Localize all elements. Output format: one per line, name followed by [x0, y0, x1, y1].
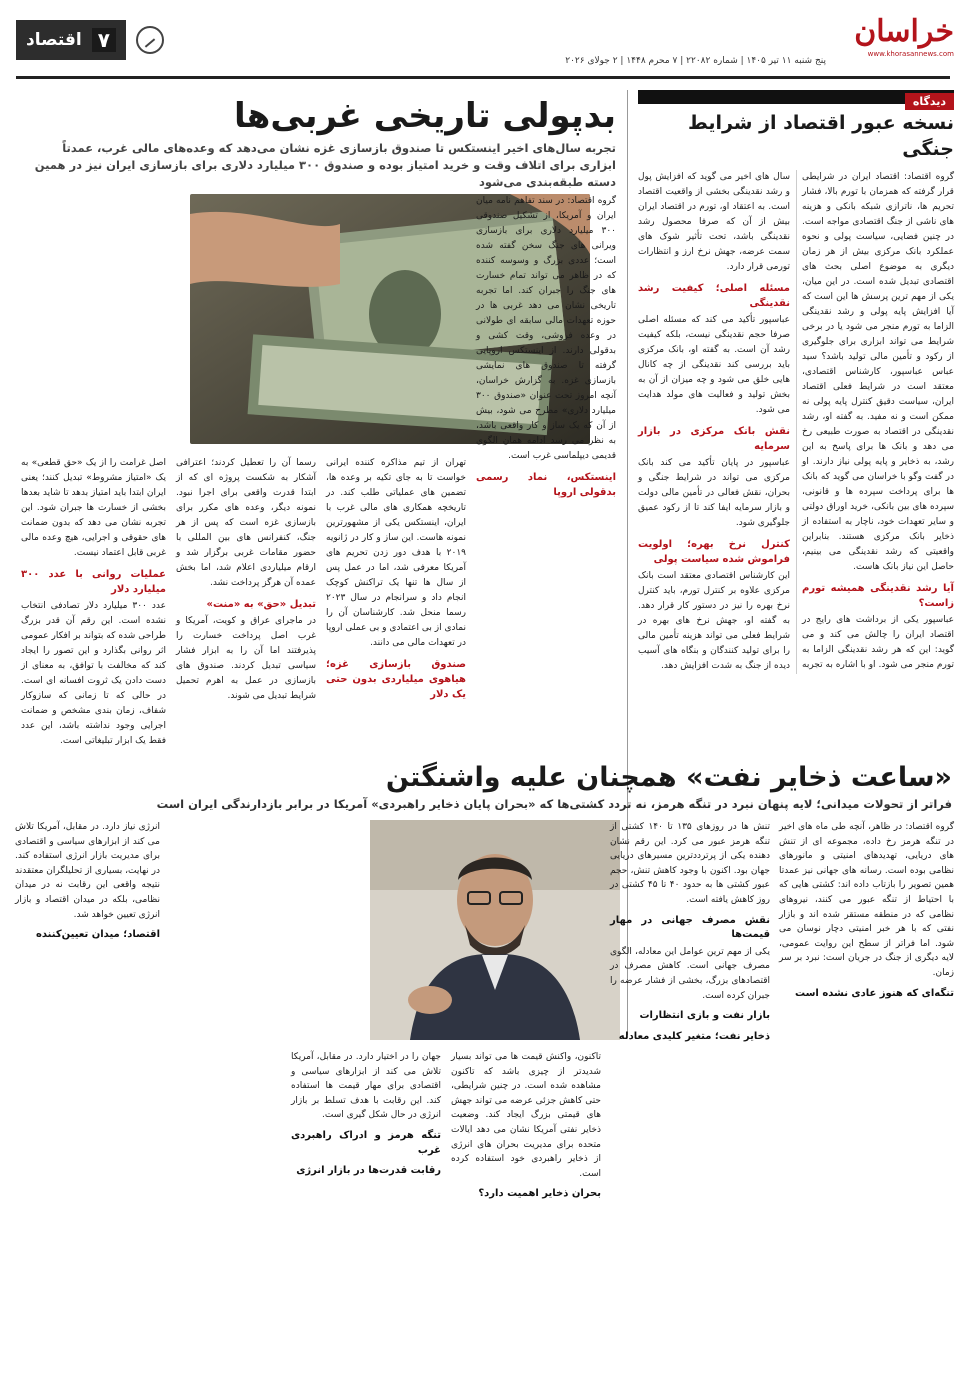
bottom-col-1	[779, 820, 954, 1003]
main-col-1-subhead: اینستکس، نماد رسمی بدقولی اروپا	[476, 472, 616, 498]
side-p1: عباسپور یکی از برداشت های رایج در اقتصاد ایران را چالش می کند و می گوید: این که هر رشد نقدینگی الزاما به تورم منجر می شود. او با اشاره به تجربه سال های اخیر می گوید که افزایش پول و رشد نقدینگی بخشی از واقعیت اقتصاد است. به اعتقاد او، تورم در اقتصاد ایران بیش از آن که صرفا محصول رشد نقدینگی باشد، تحت تأثیر شوک های سمت عرضه، جهش نرخ ارز و انتظارات تورمی قرار دارد.	[638, 172, 954, 670]
main-col-4	[21, 456, 166, 749]
bottom-col-4-subhead: تنگه هرمز و ادراک راهبردی غرب	[291, 1129, 441, 1156]
side-q2: مسئله اصلی؛ کیفیت رشد نقدینگی	[638, 283, 790, 309]
side-title: نسخه عبور اقتصاد از شرایط جنگی	[688, 112, 954, 160]
bottom-col-5	[15, 820, 160, 945]
bottom-col-2-subhead-3: ذخایر نفت؛ متغیر کلیدی معادله	[618, 1030, 770, 1042]
main-col-1-text: گروه اقتصاد: در سند تفاهم نامه میان ایران و آمریکا، از تشکیل صندوقی ۳۰۰ میلیارد دلاری برای بازسازی ویرانی های جنگ سخن گفته شده است؛ عددی بزرگ و وسوسه کننده که در ظاهر می تواند تمام خسارت های جنگ را جبران کند. اما تجربه تاریخی نشان می دهد غربی ها در حوزه تعهدات مالی سابقه ای طولانی در وعده فروشی، وقت کشی و بدقولی دارند. از اینستکس اروپایی گرفته تا صندوق های نمایشی بازسازی غزه. به گزارش خراسان، آنچه امروز تحت عنوان «صندوق ۳۰۰ میلیارد دلاری» مطرح می شود، بیش از آن که یک ساز و کار واقعی باشد، به نظر می رسد ادامه همان الگوی قدیمی دیپلماسی غرب است.	[476, 196, 616, 461]
bottom-headline: «ساعت ذخایر نفت» همچنان علیه واشنگتن	[385, 762, 952, 793]
bottom-col-2-text-b: یکی از مهم ترین عوامل این معادله، الگوی مصرف جهانی است. کاهش مصرف در اقتصادهای بزرگ، بخشی از فشار عرضه را جبران کرده است.	[610, 946, 770, 1001]
section-banner	[16, 20, 126, 60]
speaker-portrait-photo	[370, 820, 620, 1040]
date-line: پنج شنبه ۱۱ تیر ۱۴۰۵ | شماره ۲۲۰۸۲ | ۷ محرم ۱۴۴۸ | ۲ جولای ۲۰۲۶	[565, 56, 826, 66]
main-col-3-subhead: تبدیل «حق» به «منت»	[206, 599, 316, 610]
side-p2: عباسپور تأکید می کند که مسئله اصلی صرفا حجم نقدینگی نیست، بلکه کیفیت رشد آن است. به گفته او، بانک مرکزی باید بررسی کند نقدینگی از چه کانال هایی خلق می شود و چه میزان از آن به بخش تولید و فعالیت های مولد هدایت می شود.	[638, 315, 790, 415]
side-q1: آیا رشد نقدینگی همیشه تورم زاست؟	[802, 583, 954, 609]
bottom-col-5-text: انرژی نیاز دارد. در مقابل، آمریکا تلاش می کند از ابزارهای سیاسی و اقتصادی برای مدیریت بازار انرژی استفاده کند. در نهایت، بسیاری از تحلیلگران معتقدند نتیجه واقعی این رقابت نه در میدان نظامی، بلکه در میدان اقتصاد و بازار انرژی تعیین خواهد شد.	[15, 822, 160, 920]
page-number: ۷	[92, 28, 116, 52]
side-body	[638, 170, 954, 674]
bottom-col-2-text: تنش ها در روزهای ۱۳۵ تا ۱۴۰ کشتی از تنگه هرمز عبور می کرد. این رقم نشان دهنده یکی از پرترددترین مسیرهای دریایی جهان بود. اکنون با وجود کاهش تنش، حجم عبور کشتی ها به حدود ۴۰ تا ۴۵ کشتی در روز کاهش یافته است.	[610, 822, 770, 905]
bottom-subtitle: فراتر از تحولات میدانی؛ لایه پنهان نبرد در تنگه هرمز، نه تردد کشتی‌ها که «بحران پایان ذخایر راهبردی» آمریکا در برابر بازدارندگی ایران است	[156, 797, 952, 811]
main-subtitle: تجربه سال‌های اخیر اینستکس تا صندوق بازسازی غزه نشان می‌دهد که وعده‌های مالی غرب، عمدتاً ابزاری برای اتلاف وقت و خرید امتیاز بوده و صندوق ۳۰۰ میلیارد دلاری برای بازسازی ایران نیز در همین دسته طبقه‌بندی می‌شود	[34, 141, 616, 189]
side-p4: این کارشناس اقتصادی معتقد است بانک مرکزی علاوه بر کنترل تورم، باید کنترل نرخ بهره را نیز در دستور کار قرار دهد. به گفته او، جهش نرخ های بهره در شرایط فعلی می تواند هزینه تأمین مالی را برای تولید کنندگان و بنگاه های آسیب دیده از جنگ به شدت افزایش دهد.	[638, 571, 790, 671]
bottom-col-1-text: گروه اقتصاد: در ظاهر، آنچه طی ماه های اخیر در تنگه هرمز رخ داده، مجموعه ای از تنش های دریایی، تهدیدهای امنیتی و مانورهای نظامی بوده است. رسانه های جهانی نیز عمدتا همین تصویر را بازتاب داده اند: کشتی هایی که با احتیاط از تنگه عبور می کنند، نیروهای نظامی که در منطقه مستقر شده اند و بازار نفتی که با هر خبر امنیتی دچار نوسان می شود. اما فراتر از سطح این روایت عمومی، لایه دیگری از جنگ در جریان است: نبرد بر سر زمان.	[779, 822, 954, 978]
side-lead: گروه اقتصاد: اقتصاد ایران در شرایطی قرار گرفته که همزمان با تورم بالا، فشار تحریم ها، ناترازی شبکه بانکی و هزینه های ناشی از جنگ اقتصادی مواجه است. در چنین فضایی، سیاست پولی و نحوه عملکرد بانک مرکزی بیش از هر زمان دیگری به موضوع اصلی بحث های اقتصادی تبدیل شده است. در این میان، یکی از مهم ترین پرسش ها این است که آیا افزایش پایه پولی و رشد نقدینگی الزاما به تورم منجر می شود یا در برخی شرایط می تواند ابزاری برای جلوگیری از رکود و تأمین مالی تولید باشد؟ سید عباس عباسپور، کارشناس اقتصادی، معتقد است در شرایط فعلی اقتصاد ایران، سیاست دقیق کنترل پایه پولی نه ممکن است و نه مفید. به گفته او، رشد نقدینگی در اقتصاد به صورت طبیعی رخ می دهد و بانک ها برای پاسخ به این رشد، به ذخایر و پایه پولی نیاز دارند. او در گفت وگو با خراسان می گوید که بانک ها برای پرداخت سپرده ها و قانونی، سپرده های بین بانکی، خرید اوراق دولتی و سایر تعهدات خود، ناچار به استفاده از ذخایر بانک مرکزی هستند. بنابراین واقعیتی که رشد نقدینگی می بینیم، حاصل این نیاز بانک هاست.	[802, 172, 954, 572]
bottom-col-2	[610, 820, 770, 1046]
side-q3: نقش بانک مرکزی در بازار سرمایه	[638, 426, 790, 452]
bottom-col-4	[291, 1050, 441, 1181]
main-col-2	[326, 456, 466, 704]
bottom-col-4-subhead-2: رقابت قدرت‌ها در بازار انرژی	[296, 1165, 441, 1177]
main-col-2-subhead: صندوق بازسازی غزه؛ هیاهوی میلیاردی بدون حتی یک دلار	[326, 659, 466, 700]
main-col-3-text-b: در ماجرای عراق و کویت، آمریکا و غرب اصل پرداخت خسارت را پذیرفتند اما آن را به ابزار فشار سیاسی تبدیل کردند. صندوق های بازسازی در عمل به اهرم تحمیل شرایط تبدیل می شوند.	[176, 616, 316, 701]
main-col-3	[176, 456, 316, 704]
side-tag: دیدگاه	[905, 93, 954, 110]
main-col-4-text-b: عدد ۳۰۰ میلیارد دلار تصادفی انتخاب نشده است. این رقم آن قدر بزرگ طراحی شده که بتواند بر افکار عمومی اثر روانی بگذارد و این تصور را ایجاد کند که مخالفت با توافق، به معنای از دست دادن یک ثروت افسانه ای است. در حالی که تا زمانی که سازوکار شفاف، زمان بندی مشخص و ضمانت اجرایی وجود نداشته باشد، این عدد فقط یک ابزار تبلیغاتی است.	[21, 601, 166, 746]
masthead-rule	[16, 76, 950, 79]
side-p3: عباسپور در پایان تأکید می کند بانک مرکزی می تواند در شرایط جنگی و بحران، نقش فعالی در تأمین مالی دولت و بازار سرمایه ایفا کند تا از رکود عمیق جلوگیری شود.	[638, 458, 790, 528]
newspaper-logo: خراسان	[854, 14, 954, 49]
bottom-col-2-subhead: نقش مصرف جهانی در مهار قیمت‌ها	[610, 914, 770, 941]
bottom-col-3-text: تاکنون، واکنش قیمت ها می تواند بسیار شدیدتر از چیزی باشد که تاکنون مشاهده شده است. در چنین شرایطی، حتی کاهش جزئی عرضه می تواند جهش های قیمتی بزرگ ایجاد کند. وضعیت ذخایر نفتی آمریکا نشان می دهد ایالات متحده برای مدیریت بحران های انرژی از ذخایر راهبردی خود استفاده کرده است.	[451, 1052, 601, 1179]
tag-bar	[638, 90, 954, 108]
section-name: اقتصاد	[26, 30, 82, 50]
main-col-4-subhead: عملیات روانی با عدد ۳۰۰ میلیارد دلار	[21, 569, 166, 595]
logo-website: www.khorasannews.com	[867, 50, 954, 58]
bottom-col-1-subhead: تنگه‌ای که هنوز عادی نشده است	[795, 987, 954, 999]
main-col-3-text: رسما آن را تعطیل کردند؛ اعترافی آشکار به شکست پروژه ای که از ابتدا قدرت واقعی برای اجرا نبود. نمونه دیگر، وعده های مکرر برای بازسازی غزه است که پس از هر جنگ، کنفرانس های بین المللی با حضور مقامات غربی برگزار شد و ارقام میلیاردی اعلام شد، اما بخش عمده آن هرگز پرداخت نشد.	[176, 458, 316, 588]
bottom-col-2-subhead-2: بازار نفت و بازی انتظارات	[639, 1010, 770, 1022]
main-headline: بدپولی تاریخی غربی‌ها	[234, 96, 616, 136]
bottom-col-4-text: جهان را در اختیار دارد. در مقابل، آمریکا تلاش می کند از ابزارهای سیاسی و اقتصادی برای مهار قیمت ها استفاده کند. این رقابت با هدف تسلط بر بازار انرژی در حال شکل گیری است.	[291, 1052, 441, 1121]
main-col-2-text: تهران از تیم مذاکره کننده ایرانی خواست تا به جای تکیه بر وعده ها، تضمین های عملیاتی طلب کند. در تاریخچه همکاری های مالی غرب با ایران، اینستکس یکی از مشهورترین نمونه هاست. این ساز و کار در ژانویه ۲۰۱۹ با هدف دور زدن تحریم های آمریکا معرفی شد، اما در عمل پس از سال ها تنها یک تراکنش کوچک انجام داد و سرانجام در سال ۲۰۲۳ رسما منحل شد. کارشناسان آن را نمادی از بی اعتمادی و بی عملی اروپا در تعهدات مالی می دانند.	[326, 458, 466, 648]
bottom-col-3-subhead: بحران ذخایر اهمیت دارد؟	[478, 1188, 601, 1200]
main-col-4-text: اصل غرامت را از یک «حق قطعی» به یک «امتیاز مشروط» تبدیل کنند؛ یعنی ایران ابتدا باید امتیاز بدهد تا شاید بعدها بخشی از خسارت ها جبران شود. این تجربه نشان می دهد که بدون ضمانت های حقوقی و اجرایی، هیچ وعده مالی غربی قابل اعتماد نیست.	[21, 458, 166, 558]
bottom-col-3	[451, 1050, 601, 1204]
side-q4: کنترل نرخ بهره؛ اولویت فراموش شده سیاست پولی	[638, 539, 790, 565]
trend-chart-icon	[136, 26, 164, 54]
bottom-col-5-subhead: اقتصاد؛ میدان تعیین‌کننده	[36, 929, 160, 941]
main-col-1	[476, 194, 616, 502]
